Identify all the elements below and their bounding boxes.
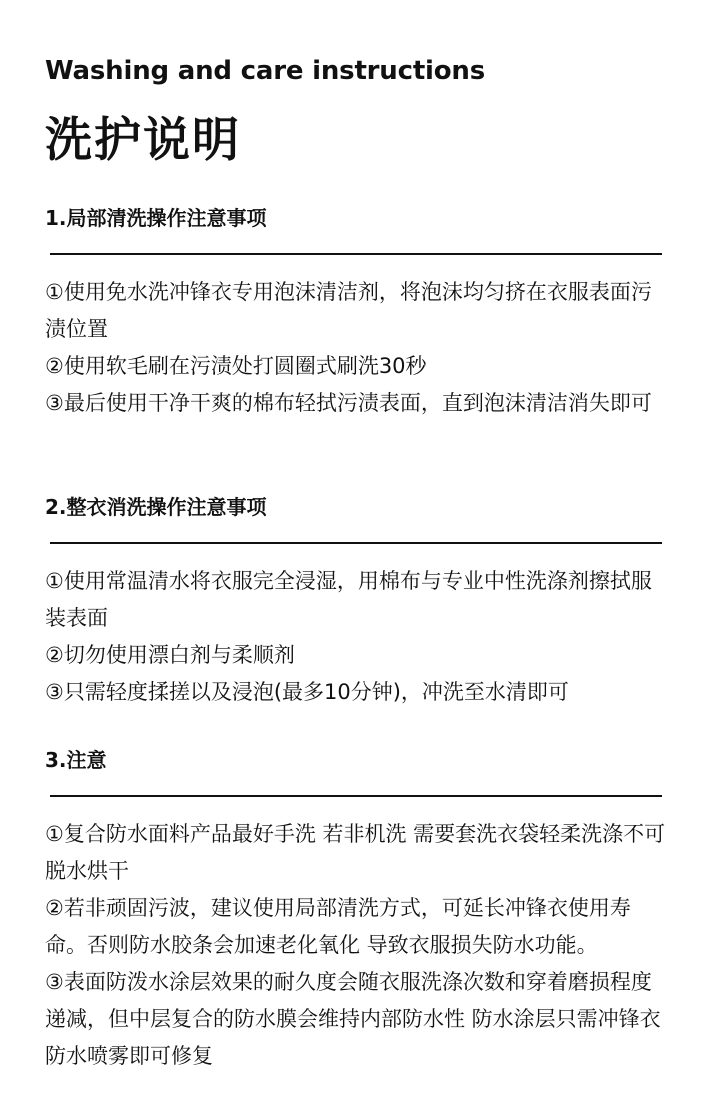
instruction-item: ②切勿使用漂白剂与柔顺剂 <box>45 643 295 667</box>
instruction-item: ③表面防泼水涂层效果的耐久度会随衣服洗涤次数和穿着磨损程度递减，但中层复合的防水膜会维持内部防水性 防水涂层只需冲锋衣防水喷雾即可修复 <box>45 970 661 1068</box>
instruction-item: ③最后使用干净干爽的棉布轻拭污渍表面，直到泡沫清洁消失即可 <box>45 391 652 415</box>
section-heading: 3.注意 <box>45 748 107 772</box>
instruction-item: ①使用常温清水将衣服完全浸湿，用棉布与专业中性洗涤剂擦拭服装表面 <box>45 569 652 630</box>
section-notes <box>45 745 675 1075</box>
page-title: 洗护说明 <box>45 113 241 168</box>
section-divider <box>50 253 662 255</box>
instruction-item: ①复合防水面料产品最好手洗 若非机洗 需要套洗衣袋轻柔洗涤不可脱水烘干 <box>45 822 666 883</box>
section-divider <box>50 542 662 544</box>
instruction-item: ②若非顽固污波，建议使用局部清洗方式，可延长冲锋衣使用寿命。否则防水胶条会加速老化氧化 导致衣服损失防水功能。 <box>45 896 631 957</box>
instruction-item: ②使用软毛刷在污渍处打圆圈式刷洗30秒 <box>45 354 427 378</box>
section-local-cleaning <box>45 203 675 422</box>
page-subtitle: Washing and care instructions <box>45 56 486 86</box>
instruction-list <box>45 563 675 711</box>
instruction-item: ③只需轻度揉搓以及浸泡(最多10分钟)，冲洗至水清即可 <box>45 680 569 704</box>
section-full-washing <box>45 492 675 711</box>
instruction-list <box>45 274 675 422</box>
instruction-item: ①使用免水洗冲锋衣专用泡沫清洁剂，将泡沫均匀挤在衣服表面污渍位置 <box>45 280 652 341</box>
section-divider <box>50 795 662 797</box>
section-heading: 1.局部清洗操作注意事项 <box>45 206 267 230</box>
section-heading: 2.整衣消洗操作注意事项 <box>45 495 267 519</box>
instruction-list <box>45 816 675 1075</box>
